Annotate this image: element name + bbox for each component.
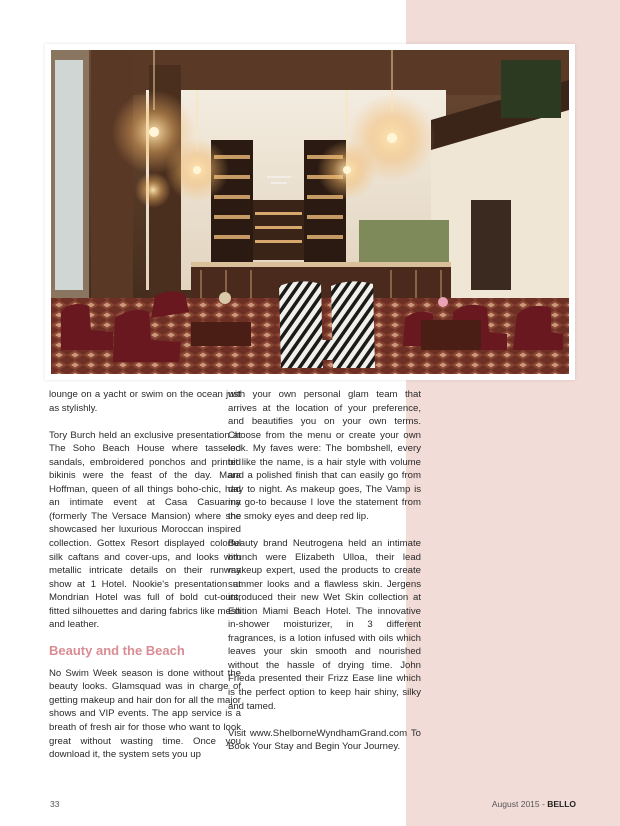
article-paragraph: with your own personal glam team that arrives at the location of your preference, and beautifies you on your own terms. Choose from the menu or create your own look. My faves were: The bombshell, every bit like the name, is a hair style with volume and a polished finish that can easily go from day to night. As makeup goes, The Vamp is my go-to because I love the statement from the smoky eyes and deep red lip. (228, 389, 421, 522)
article-paragraph: Tory Burch held an exclusive presentation at The Soho Beach House where tasseled sandals, embroidered ponchos and printed bikinis were the feast of the day. Mara Hoffman, queen of all things boho-chic, had an intimate event at Casa Casuarina (formerly The Versace Mansion) where she showcased her luxurious Moroccan inspired collection. Gottex Resort displayed colorful silk caftans and cover-ups, and looks with metallic intricate details on their runway show at 1 Hotel. Nookie's presentation at Mondrian Hotel was full of bold cut-outs, fitted silhouettes and daring fabrics like mesh and leather. (49, 429, 241, 631)
page-number: 33 (50, 799, 60, 809)
issue-date: August 2015 - (491, 799, 548, 809)
article-left-column (49, 388, 241, 762)
magazine-name: BELLO (547, 799, 576, 809)
article-paragraph: Beauty brand Neutrogena held an intimate brunch were Elizabeth Ulloa, their lead makeup expert, used the products to create summer looks and a flawless skin. Jergens introduced their new Wet Skin collection at Edition Miami Beach Hotel. The innovative in-shower moisturizer, in 3 different fragrances, is a lotion infused with oils which leaves your skin smooth and nourished without the hassle of drying time. John Frieda presented their Frizz Ease line which is the perfect option to keep hair shiny, silky and tamed. (228, 537, 421, 712)
article-paragraph: No Swim Week season is done without the beauty looks. Glamsquad was in charge of getting makeup and hair don for all the major shows and VIP events. The app service is a breath of fresh air for those who want to look great without wasting time. Once you download it, the system sets you up (49, 667, 241, 761)
footer-issue (492, 799, 576, 809)
article-paragraph: Visit www.ShelborneWyndhamGrand.com To Book Your Stay and Begin Your Journey. (228, 727, 421, 753)
lobby-illustration (51, 50, 569, 374)
article-right-column (228, 388, 421, 754)
article-paragraph: lounge on a yacht or swim on the ocean just as stylishly. (49, 389, 241, 414)
hotel-lobby-photo (51, 50, 569, 374)
section-heading: Beauty and the Beach (49, 642, 185, 658)
hotel-lobby-photo-frame (45, 44, 575, 380)
